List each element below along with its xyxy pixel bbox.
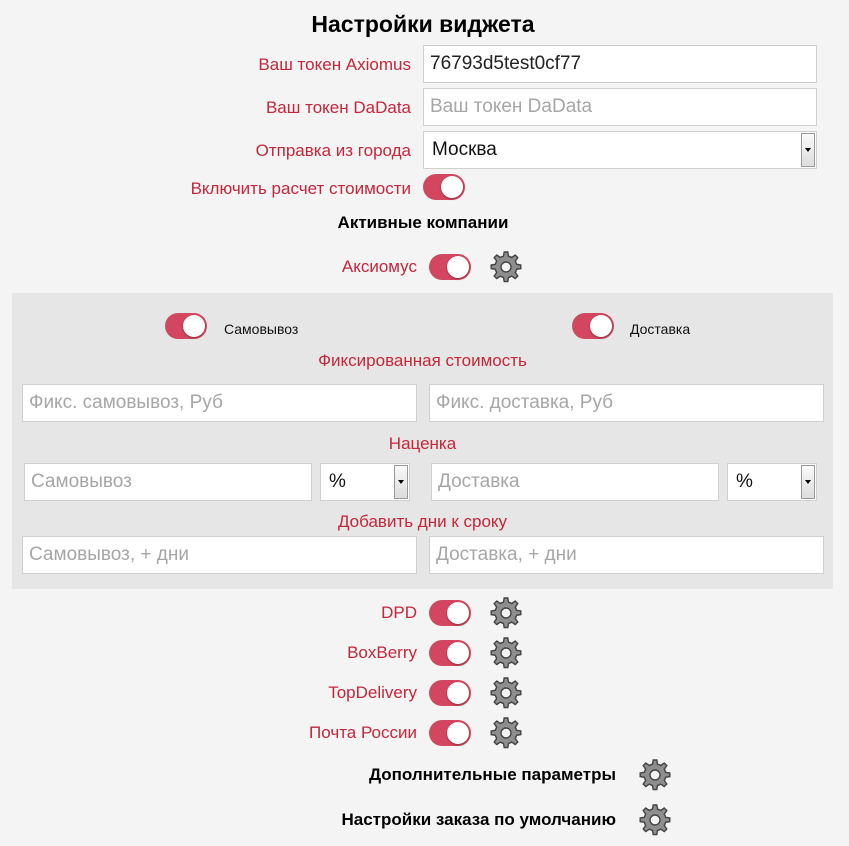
fixed-cost-heading: Фиксированная стоимость (318, 351, 527, 370)
order-defaults-heading: Настройки заказа по умолчанию (341, 810, 616, 829)
delivery-toggle[interactable] (572, 313, 614, 339)
russian-post-toggle[interactable] (429, 720, 471, 746)
chevron-down-icon[interactable] (394, 465, 408, 499)
city-select-value: Москва (432, 139, 497, 160)
company-label-topdelivery: TopDelivery (328, 683, 417, 702)
markup-delivery-unit-select[interactable] (727, 463, 817, 501)
markup-pickup-input[interactable] (24, 463, 312, 501)
delivery-label: Доставка (630, 321, 691, 337)
add-days-heading: Добавить дни к сроку (337, 512, 508, 531)
fixed-pickup-input[interactable] (22, 384, 417, 422)
pickup-label: Самовывоз (224, 321, 299, 337)
chevron-down-icon[interactable] (801, 133, 815, 167)
city-label: Отправка из города (255, 141, 411, 160)
markup-pickup-unit-value: % (329, 471, 346, 492)
extra-params-heading: Дополнительные параметры (368, 765, 616, 784)
company-label-russian-post: Почта России (309, 723, 417, 742)
axiomus-settings-gear-icon[interactable] (488, 249, 524, 285)
topdelivery-settings-gear-icon[interactable] (488, 675, 524, 711)
city-select[interactable] (423, 131, 817, 169)
chevron-down-icon[interactable] (801, 465, 815, 499)
axiomus-token-label: Ваш токен Axiomus (258, 55, 411, 74)
boxberry-settings-gear-icon[interactable] (488, 635, 524, 671)
axiomus-toggle[interactable] (429, 254, 471, 280)
russian-post-settings-gear-icon[interactable] (488, 715, 524, 751)
dadata-token-label: Ваш токен DaData (265, 98, 411, 117)
days-pickup-input[interactable] (22, 536, 417, 574)
boxberry-toggle[interactable] (429, 640, 471, 666)
page-title: Настройки виджета (311, 11, 535, 37)
calc-label: Включить расчет стоимости (190, 179, 411, 198)
dadata-token-input[interactable] (423, 88, 817, 126)
dpd-settings-gear-icon[interactable] (488, 595, 524, 631)
extra-params-gear-icon[interactable] (637, 757, 673, 793)
pickup-toggle[interactable] (165, 313, 207, 339)
markup-delivery-unit-value: % (736, 471, 753, 492)
axiomus-settings-panel (12, 293, 833, 589)
fixed-delivery-input[interactable] (429, 384, 824, 422)
markup-pickup-unit-select[interactable] (320, 463, 410, 501)
markup-delivery-input[interactable] (431, 463, 719, 501)
active-companies-heading: Активные компании (337, 213, 509, 232)
dpd-toggle[interactable] (429, 600, 471, 626)
topdelivery-toggle[interactable] (429, 680, 471, 706)
order-defaults-gear-icon[interactable] (637, 802, 673, 838)
company-label-boxberry: BoxBerry (347, 643, 417, 662)
markup-heading: Наценка (388, 434, 457, 453)
days-delivery-input[interactable] (429, 536, 824, 574)
axiomus-token-input[interactable] (423, 45, 817, 83)
company-label-axiomus: Аксиомус (341, 257, 417, 276)
calc-toggle[interactable] (423, 174, 465, 200)
company-label-dpd: DPD (381, 603, 417, 622)
